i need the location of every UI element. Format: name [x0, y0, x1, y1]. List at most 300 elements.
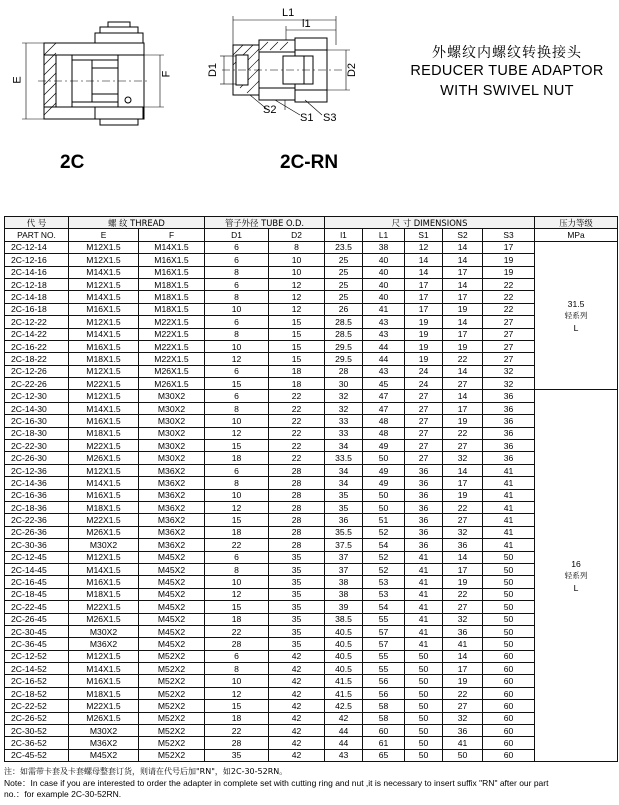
table-cell: 47 — [363, 390, 405, 402]
table-cell: 12 — [205, 687, 269, 699]
table-cell: M30X2 — [139, 390, 205, 402]
table-row — [5, 241, 618, 253]
table-cell: 10 — [205, 489, 269, 501]
pressure-series-code: L — [573, 582, 579, 593]
table-cell: M12X1.5 — [69, 464, 139, 476]
table-body — [5, 241, 618, 761]
table-cell: 19 — [443, 489, 483, 501]
table-cell: 32 — [325, 390, 363, 402]
table-row — [5, 340, 618, 352]
table-cell: 22 — [483, 278, 535, 290]
table-cell: 27 — [405, 402, 443, 414]
table-cell: 18 — [269, 365, 325, 377]
table-cell: 53 — [363, 576, 405, 588]
table-cell: 55 — [363, 613, 405, 625]
part-number-cell: 2C-18-45 — [5, 588, 69, 600]
table-cell: M45X2 — [139, 638, 205, 650]
table-cell: 28 — [269, 526, 325, 538]
table-cell: 60 — [483, 737, 535, 749]
table-cell: M12X1.5 — [69, 365, 139, 377]
table-cell: 14 — [405, 254, 443, 266]
part-number-cell: 2C-22-45 — [5, 601, 69, 613]
table-cell: 41 — [405, 625, 443, 637]
table-cell: 12 — [269, 303, 325, 315]
table-cell: 32 — [325, 402, 363, 414]
table-cell: 6 — [205, 464, 269, 476]
table-row — [5, 501, 618, 513]
table-cell: 36 — [405, 489, 443, 501]
table-cell: 50 — [363, 501, 405, 513]
table-cell: 22 — [269, 452, 325, 464]
table-row — [5, 539, 618, 551]
table-cell: 35 — [269, 613, 325, 625]
table-cell: 60 — [483, 687, 535, 699]
part-number-cell: 2C-12-18 — [5, 278, 69, 290]
column-header: F — [139, 229, 205, 241]
table-cell: 37 — [325, 551, 363, 563]
table-cell: 48 — [363, 415, 405, 427]
title-english-line2: WITH SWIVEL NUT — [440, 83, 574, 99]
part-number-cell: 2C-16-22 — [5, 340, 69, 352]
table-cell: 36 — [325, 514, 363, 526]
column-header: S3 — [483, 229, 535, 241]
dim-D2-label: D2 — [346, 62, 359, 78]
table-cell: 27 — [405, 415, 443, 427]
table-cell: 39 — [325, 601, 363, 613]
table-cell: 35 — [269, 576, 325, 588]
table-cell: 36 — [483, 390, 535, 402]
table-cell: 8 — [205, 266, 269, 278]
table-cell: 41 — [405, 588, 443, 600]
table-cell: M45X2 — [139, 563, 205, 575]
table-cell: 38 — [363, 241, 405, 253]
table-cell: 41 — [483, 501, 535, 513]
table-cell: M30X2 — [69, 625, 139, 637]
table-cell: 10 — [205, 576, 269, 588]
pressure-rating-cell — [535, 390, 618, 762]
table-cell: 50 — [483, 576, 535, 588]
specification-table — [4, 216, 618, 762]
table-cell: 19 — [443, 340, 483, 352]
table-cell: 6 — [205, 316, 269, 328]
table-cell: 22 — [443, 687, 483, 699]
column-header: D1 — [205, 229, 269, 241]
header-thread: 螺 纹 THREAD — [69, 217, 205, 229]
part-number-cell: 2C-22-36 — [5, 514, 69, 526]
dim-D1-label: D1 — [207, 62, 220, 78]
table-cell: 43 — [363, 328, 405, 340]
table-cell: 32 — [443, 526, 483, 538]
table-cell: 36 — [443, 539, 483, 551]
table-cell: 35 — [269, 588, 325, 600]
table-cell: M26X1.5 — [69, 712, 139, 724]
table-cell: M45X2 — [139, 588, 205, 600]
table-cell: 10 — [205, 303, 269, 315]
table-cell: 50 — [483, 613, 535, 625]
table-cell: 50 — [483, 563, 535, 575]
part-number-cell: 2C-18-22 — [5, 353, 69, 365]
table-cell: 15 — [205, 700, 269, 712]
table-cell: 22 — [205, 539, 269, 551]
part-number-cell: 2C-12-22 — [5, 316, 69, 328]
table-cell: 42 — [269, 663, 325, 675]
table-cell: 41 — [483, 514, 535, 526]
table-cell: 42 — [269, 737, 325, 749]
table-cell: M16X1.5 — [139, 254, 205, 266]
table-cell: 22 — [205, 625, 269, 637]
table-cell: 22 — [483, 303, 535, 315]
table-cell: M22X1.5 — [139, 316, 205, 328]
table-cell: 28 — [269, 539, 325, 551]
table-row — [5, 254, 618, 266]
table-cell: 6 — [205, 241, 269, 253]
part-number-cell: 2C-12-26 — [5, 365, 69, 377]
table-cell: 41 — [483, 526, 535, 538]
table-cell: 36 — [443, 625, 483, 637]
table-cell: M16X1.5 — [69, 415, 139, 427]
dim-S2-label: S2 — [263, 104, 277, 116]
table-cell: 60 — [363, 725, 405, 737]
table-cell: 14 — [443, 365, 483, 377]
table-row — [5, 563, 618, 575]
table-cell: 50 — [483, 588, 535, 600]
part-number-cell: 2C-22-26 — [5, 378, 69, 390]
table-row — [5, 440, 618, 452]
table-cell: 22 — [205, 725, 269, 737]
part-number-cell: 2C-12-45 — [5, 551, 69, 563]
part-number-cell: 2C-30-36 — [5, 539, 69, 551]
table-cell: 50 — [483, 551, 535, 563]
table-cell: 15 — [269, 340, 325, 352]
table-cell: 27 — [405, 452, 443, 464]
column-header: S2 — [443, 229, 483, 241]
table-cell: M52X2 — [139, 663, 205, 675]
table-cell: 57 — [363, 638, 405, 650]
table-cell: M16X1.5 — [69, 576, 139, 588]
pressure-value: 31.5 — [567, 298, 585, 309]
table-row — [5, 452, 618, 464]
table-cell: 19 — [483, 254, 535, 266]
table-cell: 10 — [205, 675, 269, 687]
table-cell: 40 — [363, 278, 405, 290]
table-cell: 35.5 — [325, 526, 363, 538]
table-cell: 36 — [483, 402, 535, 414]
table-cell: 36 — [443, 725, 483, 737]
table-cell: 36 — [405, 501, 443, 513]
table-row — [5, 551, 618, 563]
table-row — [5, 303, 618, 315]
table-cell: 22 — [269, 427, 325, 439]
table-cell: 22 — [269, 390, 325, 402]
table-cell: M45X2 — [139, 613, 205, 625]
table-cell: 17 — [443, 563, 483, 575]
header-dimensions: 尺 寸 DIMENSIONS — [325, 217, 535, 229]
table-cell: M30X2 — [69, 725, 139, 737]
part-number-cell: 2C-14-36 — [5, 477, 69, 489]
part-number-cell: 2C-30-52 — [5, 725, 69, 737]
table-cell: M30X2 — [69, 539, 139, 551]
table-cell: 50 — [405, 687, 443, 699]
table-cell: 25 — [325, 266, 363, 278]
table-cell: 36 — [483, 440, 535, 452]
pressure-series-cn: 轻系列 — [564, 570, 588, 580]
table-cell: 22 — [269, 402, 325, 414]
technical-drawings — [0, 0, 619, 214]
table-cell: M16X1.5 — [69, 675, 139, 687]
table-cell: 12 — [205, 427, 269, 439]
drawing-header — [0, 0, 619, 214]
table-cell: 15 — [269, 328, 325, 340]
table-cell: 35 — [269, 638, 325, 650]
table-cell: 22 — [269, 440, 325, 452]
table-cell: 32 — [483, 378, 535, 390]
table-cell: 15 — [269, 353, 325, 365]
table-cell: 60 — [483, 650, 535, 662]
table-cell: 26 — [325, 303, 363, 315]
table-cell: 17 — [405, 303, 443, 315]
table-cell: 36 — [405, 477, 443, 489]
table-cell: 45 — [363, 378, 405, 390]
table-cell: 40.5 — [325, 625, 363, 637]
table-cell: 8 — [205, 663, 269, 675]
table-row — [5, 489, 618, 501]
table-cell: M22X1.5 — [139, 340, 205, 352]
table-cell: M36X2 — [139, 464, 205, 476]
table-cell: 36 — [405, 514, 443, 526]
table-cell: 12 — [205, 588, 269, 600]
part-number-cell: 2C-12-14 — [5, 241, 69, 253]
table-cell: 18 — [205, 452, 269, 464]
table-cell: 8 — [205, 328, 269, 340]
table-cell: M14X1.5 — [69, 477, 139, 489]
table-cell: 50 — [483, 638, 535, 650]
table-cell: 14 — [443, 254, 483, 266]
table-cell: 35 — [269, 625, 325, 637]
table-cell: 28.5 — [325, 328, 363, 340]
table-cell: 22 — [443, 501, 483, 513]
table-cell: M36X2 — [139, 489, 205, 501]
table-cell: M14X1.5 — [69, 266, 139, 278]
table-cell: M52X2 — [139, 650, 205, 662]
table-cell: 44 — [363, 353, 405, 365]
table-row — [5, 266, 618, 278]
table-cell: 15 — [205, 440, 269, 452]
model-label-2c-rn: 2C-RN — [280, 152, 339, 173]
table-cell: 27 — [443, 378, 483, 390]
table-cell: 14 — [443, 316, 483, 328]
table-cell: 42.5 — [325, 700, 363, 712]
table-row — [5, 712, 618, 724]
table-cell: 24 — [405, 365, 443, 377]
table-cell: 28 — [205, 638, 269, 650]
pressure-series-code: L — [573, 322, 579, 333]
table-row — [5, 663, 618, 675]
table-cell: 41 — [483, 477, 535, 489]
part-number-cell: 2C-14-16 — [5, 266, 69, 278]
part-number-cell: 2C-22-52 — [5, 700, 69, 712]
table-cell: M12X1.5 — [69, 278, 139, 290]
part-number-cell: 2C-12-30 — [5, 390, 69, 402]
table-cell: 41 — [483, 539, 535, 551]
drawing-2c — [22, 22, 164, 125]
table-cell: 41 — [363, 303, 405, 315]
table-cell: M26X1.5 — [139, 365, 205, 377]
column-header: MPa — [535, 229, 618, 241]
table-cell: M26X1.5 — [69, 452, 139, 464]
table-cell: 27 — [443, 514, 483, 526]
table-cell: 50 — [363, 452, 405, 464]
table-cell: 40 — [363, 254, 405, 266]
table-cell: 19 — [405, 340, 443, 352]
column-header: S1 — [405, 229, 443, 241]
table-cell: M26X1.5 — [139, 378, 205, 390]
table-cell: 28 — [269, 514, 325, 526]
table-row — [5, 749, 618, 761]
table-cell: 6 — [205, 278, 269, 290]
table-cell: M36X2 — [139, 477, 205, 489]
table-cell: 50 — [363, 489, 405, 501]
table-cell: 29.5 — [325, 340, 363, 352]
table-cell: 37.5 — [325, 539, 363, 551]
table-cell: 28 — [325, 365, 363, 377]
table-cell: 40.5 — [325, 650, 363, 662]
note-chinese: 注：如需带卡套及卡套螺母整套订货，则请在代号后加"RN"，如2C-30-52RN。 — [4, 767, 288, 776]
part-number-cell: 2C-26-36 — [5, 526, 69, 538]
table-cell: 18 — [205, 613, 269, 625]
table-cell: 53 — [363, 588, 405, 600]
table-cell: 60 — [483, 700, 535, 712]
table-cell: M12X1.5 — [69, 390, 139, 402]
table-cell: 50 — [405, 725, 443, 737]
table-cell: 61 — [363, 737, 405, 749]
table-cell: 10 — [269, 266, 325, 278]
table-cell: 44 — [325, 737, 363, 749]
table-cell: M26X1.5 — [69, 526, 139, 538]
table-cell: 8 — [269, 241, 325, 253]
table-cell: 19 — [443, 576, 483, 588]
table-cell: 15 — [269, 316, 325, 328]
table-cell: M52X2 — [139, 675, 205, 687]
table-column-header-row — [5, 229, 618, 241]
part-number-cell: 2C-12-16 — [5, 254, 69, 266]
part-number-cell: 2C-14-45 — [5, 563, 69, 575]
table-cell: M45X2 — [139, 625, 205, 637]
table-cell: 54 — [363, 539, 405, 551]
table-cell: 54 — [363, 601, 405, 613]
table-row — [5, 291, 618, 303]
table-row — [5, 402, 618, 414]
table-cell: 18 — [269, 378, 325, 390]
table-cell: 41.5 — [325, 687, 363, 699]
table-row — [5, 737, 618, 749]
table-cell: 42 — [269, 725, 325, 737]
table-cell: 14 — [443, 241, 483, 253]
table-cell: M30X2 — [139, 415, 205, 427]
part-number-cell: 2C-14-30 — [5, 402, 69, 414]
table-cell: 41 — [443, 737, 483, 749]
table-cell: 35 — [205, 749, 269, 761]
table-cell: 50 — [405, 650, 443, 662]
table-row — [5, 650, 618, 662]
table-cell: 27 — [483, 328, 535, 340]
table-row — [5, 687, 618, 699]
table-cell: 30 — [325, 378, 363, 390]
dim-f-label: F — [160, 70, 173, 78]
dim-e-label: E — [11, 76, 24, 84]
table-cell: 22 — [483, 291, 535, 303]
table-cell: M12X1.5 — [69, 241, 139, 253]
table-cell: 34 — [325, 477, 363, 489]
table-cell: M30X2 — [139, 402, 205, 414]
table-row — [5, 477, 618, 489]
table-cell: 19 — [443, 675, 483, 687]
table-cell: 18 — [205, 712, 269, 724]
table-cell: 22 — [443, 588, 483, 600]
table-cell: 52 — [363, 551, 405, 563]
table-cell: M22X1.5 — [69, 378, 139, 390]
table-cell: 50 — [405, 675, 443, 687]
dim-L1-label: L1 — [282, 7, 295, 19]
table-cell: 10 — [269, 254, 325, 266]
table-cell: 12 — [205, 353, 269, 365]
table-cell: M22X1.5 — [139, 328, 205, 340]
table-cell: 37 — [325, 563, 363, 575]
table-cell: M52X2 — [139, 687, 205, 699]
table-cell: 17 — [443, 477, 483, 489]
table-cell: 60 — [483, 725, 535, 737]
table-cell: M12X1.5 — [69, 316, 139, 328]
table-cell: 58 — [363, 712, 405, 724]
table-cell: 27 — [483, 316, 535, 328]
part-number-cell: 2C-16-18 — [5, 303, 69, 315]
table-cell: 14 — [443, 390, 483, 402]
table-cell: 35 — [269, 563, 325, 575]
table-cell: 60 — [483, 675, 535, 687]
table-cell: M14X1.5 — [139, 241, 205, 253]
table-cell: 50 — [483, 601, 535, 613]
table-cell: 43 — [325, 749, 363, 761]
table-cell: M18X1.5 — [69, 588, 139, 600]
table-cell: 36 — [483, 415, 535, 427]
part-number-cell: 2C-16-30 — [5, 415, 69, 427]
table-cell: M12X1.5 — [69, 254, 139, 266]
table-cell: 41 — [483, 489, 535, 501]
table-row — [5, 638, 618, 650]
table-cell: M14X1.5 — [69, 663, 139, 675]
table-row — [5, 576, 618, 588]
table-cell: 18 — [205, 526, 269, 538]
table-cell: 6 — [205, 390, 269, 402]
table-cell: 41 — [405, 563, 443, 575]
table-cell: M52X2 — [139, 749, 205, 761]
table-cell: 58 — [363, 700, 405, 712]
table-cell: 23.5 — [325, 241, 363, 253]
table-cell: 41 — [405, 613, 443, 625]
table-cell: 42 — [269, 712, 325, 724]
table-cell: 42 — [269, 687, 325, 699]
part-number-cell: 2C-18-30 — [5, 427, 69, 439]
table-cell: 28 — [269, 501, 325, 513]
table-cell: 56 — [363, 687, 405, 699]
table-cell: 47 — [363, 402, 405, 414]
table-cell: 25 — [325, 254, 363, 266]
table-cell: 65 — [363, 749, 405, 761]
table-cell: M52X2 — [139, 737, 205, 749]
table-cell: 32 — [443, 712, 483, 724]
part-number-cell: 2C-18-36 — [5, 501, 69, 513]
table-cell: 44 — [325, 725, 363, 737]
table-cell: 55 — [363, 663, 405, 675]
